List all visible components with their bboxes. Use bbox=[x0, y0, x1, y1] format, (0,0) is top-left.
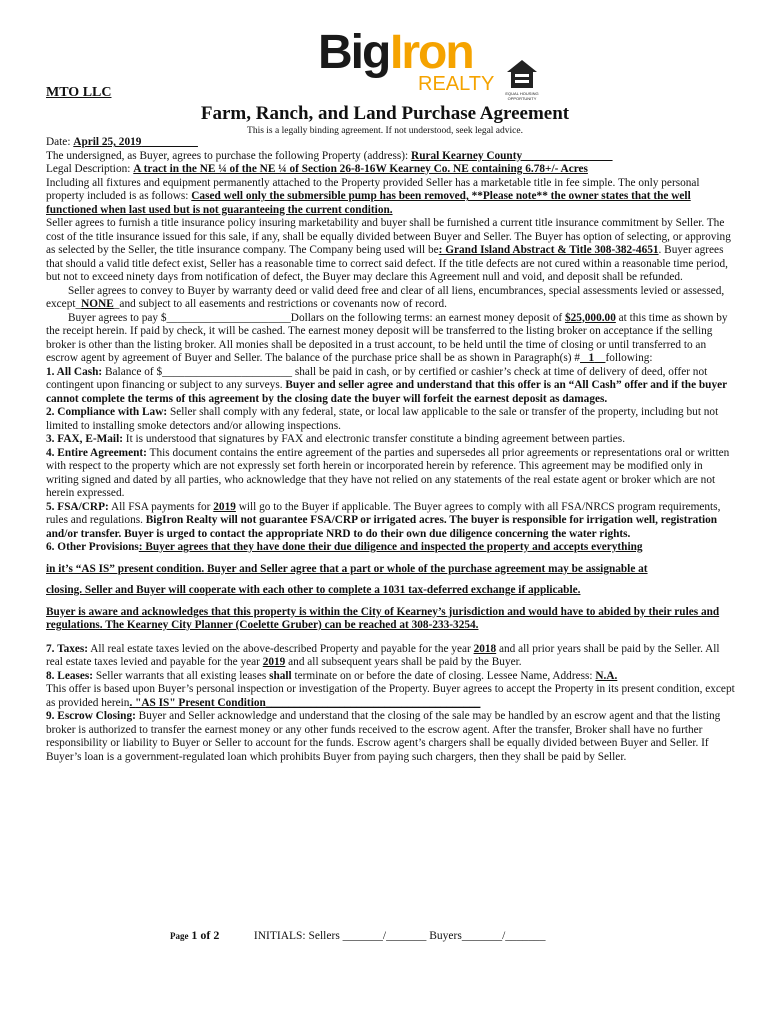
section-5-fsa-crp: 5. FSA/CRP: All FSA payments for 2019 will go to the Buyer if applicable. The Buyer agrees to comply with all FSA/NRCS program requirements, rules and regulations. BigIron Realty will not guarantee FSA/CRP or irrigated acres. The buyer is responsible for irrigation well, registration and/or transfer. Buyer is urged to contact the appropriate NRD to do their own due diligence concerning the water rights. bbox=[46, 500, 721, 540]
page-label: Page bbox=[170, 931, 189, 941]
svg-text:Big: Big bbox=[318, 26, 390, 79]
fixtures-paragraph: Including all fixtures and equipment permanently attached to the Property provided Seller has a marketable title in fee simple. The only personal property included is as follows: Cased well only the submersible pump has been removed, **Please note** the owner states that the well functioned when last used but is not guaranteeing the current condition. bbox=[46, 176, 700, 216]
date-line: Date: April 25, 2019__________ bbox=[46, 136, 198, 148]
page-footer bbox=[170, 928, 546, 943]
section-1-all-cash: 1. All Cash: Balance of $_______________________ shall be paid in cash, or by certified or cashier’s check at time of delivery of deed, offer not contingent upon financing or subject to any surveys. Buyer and seller agree and understand that this offer is an “All Cash” offer and if the buyer cannot complete the terms of this agreement by the closing date the buyer will forfeit the earnest deposit as damages. bbox=[46, 365, 727, 405]
section-6-as-is: in it’s “AS IS” present condition. Buyer and Seller agree that a part or whole of the purchase agreement may be assignable at bbox=[46, 562, 648, 575]
svg-text:REALTY: REALTY bbox=[418, 73, 495, 95]
svg-text:EQUAL HOUSING: EQUAL HOUSING bbox=[505, 91, 539, 96]
company-name: MTO LLC bbox=[46, 85, 112, 100]
equal-housing-opportunity-icon bbox=[505, 58, 539, 102]
section-9-escrow: 9. Escrow Closing: Buyer and Seller acknowledge and understand that the closing of the sale may be handled by an escrow agent and that the listing broker is authorized to transfer the earnest money or any other funds received to the escrow agent. After the transfer, Broker shall have no further responsibility or liability to Buyer or Seller to account for the funds. Escrow agent’s chargers shall be equally divided between Buyer and Seller. If Buyer’s loan is a government-regulated loan which prohibits Buyer from paying such chargers, then they shall be paid by Seller. bbox=[46, 710, 721, 763]
section-4-entire-agreement: 4. Entire Agreement: This document contains the entire agreement of the parties and supersedes all prior agreements or representations oral or written with respect to the property which are not expressly set forth herein or incorporated herein by reference. This agreement may be modified only in writing signed and dated by all parties, who acknowledge that they have not relied on any statements of the real estate agent or broker which are not herein expressed. bbox=[46, 446, 730, 499]
property-address: Rural Kearney County bbox=[411, 149, 523, 162]
section-3-fax: 3. FAX, E-Mail: It is understood that signatures by FAX and electronic transfer constitute a binding agreement between parties. bbox=[46, 433, 626, 445]
page-subtitle: This is a legally binding agreement. If not understood, seek legal advice. bbox=[247, 126, 523, 136]
section-2-compliance: 2. Compliance with Law: Seller shall comply with any federal, state, or local law applicable to the sale or transfer of the property, including but not limited to installing smoke detectors and/or allowing inspections. bbox=[46, 406, 719, 432]
section-8-inspection: This offer is based upon Buyer’s personal inspection or investigation of the Property. Buyer agrees to accept the Property in its present condition, except as provided herein. "AS IS" Present Condition______________________________________ bbox=[46, 683, 735, 709]
svg-text:Iron: Iron bbox=[390, 26, 473, 79]
agreement-body bbox=[46, 136, 736, 764]
section-8-leases: 8. Leases: Seller warrants that all existing leases shall terminate on or before the date of closing. Lessee Name, Address: N.A. bbox=[46, 669, 618, 682]
section-6-kearney: Buyer is aware and acknowledges that this property is within the City of Kearney’s jurisdiction and would have to abided by their rules and regulations. The Kearney City Planner (Coelette Gruber) can be reached at 308-233-3254. bbox=[46, 605, 720, 631]
section-7-taxes: 7. Taxes: All real estate taxes levied on the above-described Property and payable for the year 2018 and all prior years shall be paid by the Seller. All real estate taxes levied and payable for the year 2019 and all subsequent years shall be paid by the Buyer. bbox=[46, 642, 720, 668]
section-6-other-provisions: 6. Other Provisions: Buyer agrees that they have done their due diligence and inspected the property and accepts everything bbox=[46, 541, 643, 553]
legal-description: Legal Description: A tract in the NE ¼ of the NE ¼ of Section 26-8-16W Kearney Co. NE containing 6.78+/- Acres bbox=[46, 163, 588, 175]
section-6-1031: closing. Seller and Buyer will cooperate with each other to complete a 1031 tax-deferred exchange if applicable. bbox=[46, 584, 581, 596]
payment-paragraph: Buyer agrees to pay $______________________Dollars on the following terms: an earnest money deposit of $25,000.00 at this time as shown by the receipt herein. If paid by check, it will be cashed. The earnest money deposit will be transferred to the listing broker on acceptance if the selling broker is other than the listing broker. All monies shall be deposited in a trust account, to be held until the time of closing or until transferred to an escrow agent by agreement of Buyer and Seller. The balance of the purchase price shall be as shown in Paragraph(s) # 1 following: bbox=[46, 311, 728, 364]
deed-paragraph: Seller agrees to convey to Buyer by warranty deed or valid deed free and clear of all liens, encumbrances, special assessments levied or assessed, except_NONE_and subject to all easements and restrictions or covenants now of record. bbox=[46, 284, 725, 310]
svg-text:OPPORTUNITY: OPPORTUNITY bbox=[507, 96, 537, 101]
page-title: Farm, Ranch, and Land Purchase Agreement bbox=[200, 103, 570, 124]
property-line: The undersigned, as Buyer, agrees to purchase the following Property (address): Rural Kearney County________________ bbox=[46, 149, 613, 162]
page-number: 1 of 2 bbox=[191, 928, 220, 942]
date-value: April 25, 2019 bbox=[73, 136, 142, 148]
bigiron-realty-logo bbox=[318, 22, 495, 95]
initials-line: INITIALS: Sellers _______/_______ Buyers_______/_______ bbox=[253, 930, 546, 942]
title-insurance-paragraph: Seller agrees to furnish a title insurance policy insuring marketability and buyer shall be furnished a current title insurance commitment by Seller. The cost of the title insurance issued for this sale, if any, shall be equally divided between Buyer and Seller. The Buyer has option of selecting, or approving as selected by the Seller, the title insurance company. The Company being used will be: Grand Island Abstract & Title 308-382-4651. Buyer agrees that should a valid title defect exist, Seller has a reasonable time to correct said defect. If the title defects are not cured within a reasonable time period, but not to exceed ninety days from notification of defect, the Buyer may declare this Agreement null and void, and deposit shall be refunded. bbox=[46, 217, 731, 283]
